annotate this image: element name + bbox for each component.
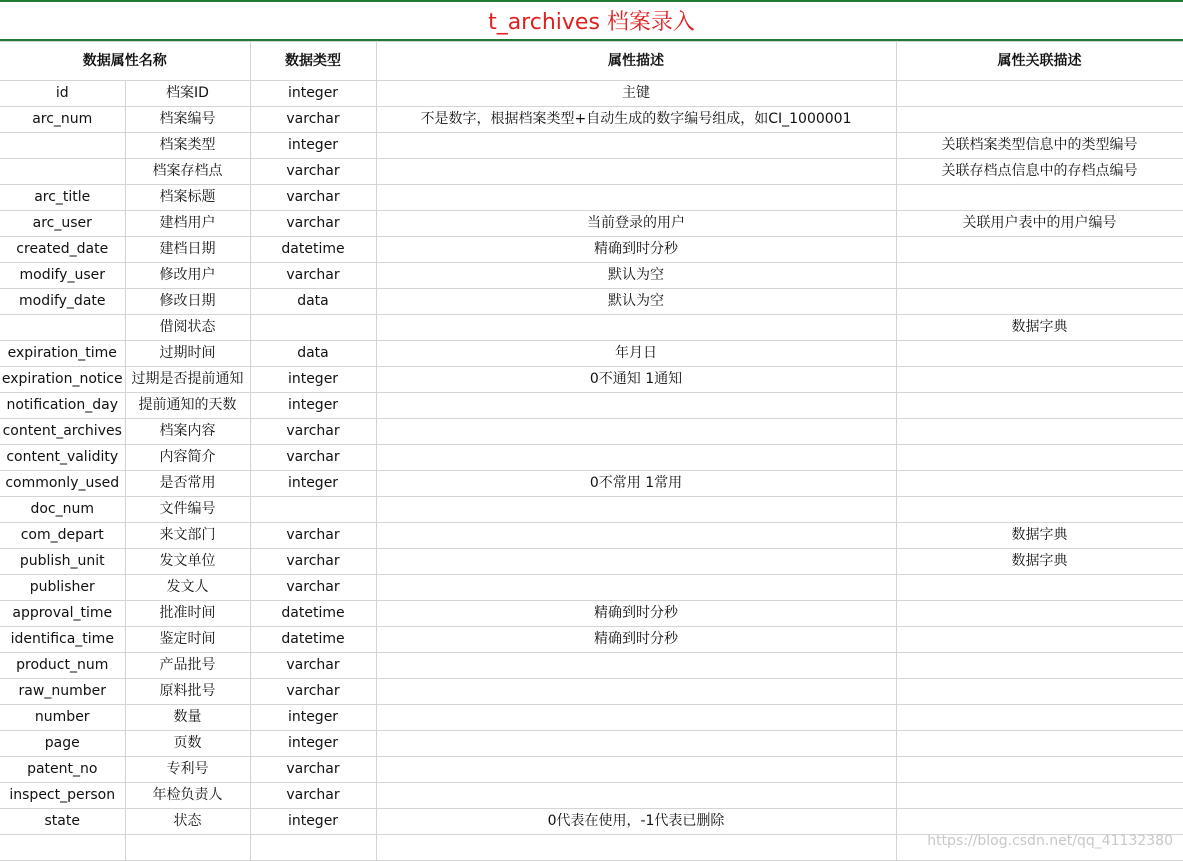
cell-type[interactable]: data	[250, 341, 376, 367]
cell-label[interactable]: 批准时间	[125, 601, 250, 627]
cell-field[interactable]: identifica_time	[0, 627, 125, 653]
table-row	[0, 497, 1183, 523]
cell-field[interactable]: arc_user	[0, 211, 125, 237]
cell-type[interactable]: integer	[250, 367, 376, 393]
cell-type[interactable]: integer	[250, 809, 376, 835]
table-row	[0, 679, 1183, 705]
cell-label[interactable]: 发文人	[125, 575, 250, 601]
cell-desc[interactable]	[376, 419, 896, 445]
cell-label[interactable]: 是否常用	[125, 471, 250, 497]
cell-label[interactable]: 产品批号	[125, 653, 250, 679]
table-row	[0, 523, 1183, 549]
table-row	[0, 133, 1183, 159]
cell-label[interactable]: 过期是否提前通知	[125, 367, 250, 393]
table-row	[0, 159, 1183, 185]
table-row	[0, 705, 1183, 731]
cell-rel[interactable]: 关联档案类型信息中的类型编号	[896, 133, 1183, 159]
cell-rel[interactable]: 数据字典	[896, 549, 1183, 575]
cell-label[interactable]: 文件编号	[125, 497, 250, 523]
cell-field[interactable]: expiration_time	[0, 341, 125, 367]
cell-field[interactable]	[0, 835, 125, 861]
cell-rel[interactable]	[896, 237, 1183, 263]
cell-desc[interactable]: 主键	[376, 81, 896, 107]
cell-field[interactable]	[0, 133, 125, 159]
cell-desc[interactable]: 0代表在使用，-1代表已删除	[376, 809, 896, 835]
cell-rel[interactable]	[896, 289, 1183, 315]
cell-desc[interactable]: 精确到时分秒	[376, 627, 896, 653]
header-row	[0, 42, 1183, 81]
cell-rel[interactable]	[896, 705, 1183, 731]
table-row	[0, 289, 1183, 315]
cell-desc[interactable]	[376, 757, 896, 783]
cell-rel[interactable]	[896, 783, 1183, 809]
cell-type[interactable]: integer	[250, 81, 376, 107]
cell-rel[interactable]	[896, 731, 1183, 757]
cell-rel[interactable]	[896, 679, 1183, 705]
cell-type[interactable]: datetime	[250, 601, 376, 627]
cell-type[interactable]: integer	[250, 705, 376, 731]
cell-rel[interactable]	[896, 471, 1183, 497]
cell-field[interactable]: arc_title	[0, 185, 125, 211]
cell-type[interactable]	[250, 835, 376, 861]
cell-desc[interactable]	[376, 575, 896, 601]
cell-rel[interactable]	[896, 107, 1183, 133]
cell-desc[interactable]	[376, 497, 896, 523]
watermark: https://blog.csdn.net/qq_41132380	[927, 833, 1173, 849]
table-row	[0, 653, 1183, 679]
cell-field[interactable]	[0, 315, 125, 341]
cell-label[interactable]: 修改日期	[125, 289, 250, 315]
cell-label[interactable]: 状态	[125, 809, 250, 835]
cell-field[interactable]: approval_time	[0, 601, 125, 627]
cell-rel[interactable]	[896, 627, 1183, 653]
cell-desc[interactable]	[376, 185, 896, 211]
cell-label[interactable]: 来文部门	[125, 523, 250, 549]
header-desc[interactable]: 属性描述	[376, 42, 896, 81]
cell-label[interactable]: 档案编号	[125, 107, 250, 133]
cell-type[interactable]: varchar	[250, 419, 376, 445]
cell-type[interactable]: varchar	[250, 185, 376, 211]
cell-rel[interactable]	[896, 653, 1183, 679]
cell-type[interactable]: data	[250, 289, 376, 315]
header-rel[interactable]: 属性关联描述	[896, 42, 1183, 81]
cell-desc[interactable]	[376, 393, 896, 419]
table-row	[0, 315, 1183, 341]
table-row	[0, 211, 1183, 237]
cell-rel[interactable]	[896, 185, 1183, 211]
cell-type[interactable]: varchar	[250, 679, 376, 705]
cell-field[interactable]: notification_day	[0, 393, 125, 419]
cell-type[interactable]: varchar	[250, 263, 376, 289]
cell-rel[interactable]	[896, 393, 1183, 419]
cell-desc[interactable]	[376, 835, 896, 861]
cell-label[interactable]: 提前通知的天数	[125, 393, 250, 419]
cell-label[interactable]: 鉴定时间	[125, 627, 250, 653]
cell-type[interactable]: datetime	[250, 627, 376, 653]
cell-field[interactable]: publish_unit	[0, 549, 125, 575]
cell-field[interactable]: state	[0, 809, 125, 835]
cell-field[interactable]: expiration_notice	[0, 367, 125, 393]
cell-rel[interactable]	[896, 81, 1183, 107]
table-row	[0, 185, 1183, 211]
cell-desc[interactable]	[376, 159, 896, 185]
cell-rel[interactable]	[896, 757, 1183, 783]
cell-desc[interactable]	[376, 133, 896, 159]
cell-desc[interactable]: 当前登录的用户	[376, 211, 896, 237]
cell-type[interactable]: integer	[250, 731, 376, 757]
table-row	[0, 549, 1183, 575]
cell-type[interactable]: integer	[250, 133, 376, 159]
cell-desc[interactable]	[376, 445, 896, 471]
cell-field[interactable]: arc_num	[0, 107, 125, 133]
table-row	[0, 809, 1183, 835]
table-row	[0, 419, 1183, 445]
cell-desc[interactable]	[376, 783, 896, 809]
cell-desc[interactable]: 精确到时分秒	[376, 237, 896, 263]
cell-rel[interactable]	[896, 497, 1183, 523]
table-row	[0, 81, 1183, 107]
cell-field[interactable]: page	[0, 731, 125, 757]
cell-label[interactable]: 专利号	[125, 757, 250, 783]
sheet-title: t_archives 档案录入	[0, 0, 1183, 41]
cell-label[interactable]: 建档日期	[125, 237, 250, 263]
cell-field[interactable]: doc_num	[0, 497, 125, 523]
cell-rel[interactable]	[896, 367, 1183, 393]
cell-field[interactable]	[0, 159, 125, 185]
cell-field[interactable]: product_num	[0, 653, 125, 679]
cell-desc[interactable]	[376, 523, 896, 549]
cell-field[interactable]: number	[0, 705, 125, 731]
cell-desc[interactable]	[376, 705, 896, 731]
cell-rel[interactable]: 关联存档点信息中的存档点编号	[896, 159, 1183, 185]
table-row	[0, 601, 1183, 627]
cell-label[interactable]: 档案内容	[125, 419, 250, 445]
cell-type[interactable]: varchar	[250, 445, 376, 471]
cell-type[interactable]: varchar	[250, 757, 376, 783]
cell-desc[interactable]: 年月日	[376, 341, 896, 367]
cell-field[interactable]: created_date	[0, 237, 125, 263]
cell-field[interactable]: com_depart	[0, 523, 125, 549]
cell-rel[interactable]	[896, 809, 1183, 835]
cell-desc[interactable]: 不是数字，根据档案类型+自动生成的数字编号组成，如CI_1000001	[376, 107, 896, 133]
cell-label[interactable]: 年检负责人	[125, 783, 250, 809]
table-row	[0, 627, 1183, 653]
cell-field[interactable]: modify_date	[0, 289, 125, 315]
cell-type[interactable]: integer	[250, 471, 376, 497]
cell-label[interactable]: 内容简介	[125, 445, 250, 471]
cell-type[interactable]: varchar	[250, 783, 376, 809]
table-row	[0, 107, 1183, 133]
table-row	[0, 731, 1183, 757]
cell-type[interactable]: varchar	[250, 159, 376, 185]
cell-rel[interactable]	[896, 601, 1183, 627]
cell-field[interactable]: id	[0, 81, 125, 107]
attribute-table	[0, 41, 1183, 861]
cell-label[interactable]: 数量	[125, 705, 250, 731]
cell-label[interactable]: 修改用户	[125, 263, 250, 289]
table-row	[0, 237, 1183, 263]
cell-type[interactable]	[250, 497, 376, 523]
cell-rel[interactable]	[896, 263, 1183, 289]
table-row	[0, 445, 1183, 471]
cell-desc[interactable]	[376, 653, 896, 679]
cell-type[interactable]	[250, 315, 376, 341]
cell-label[interactable]: 档案标题	[125, 185, 250, 211]
cell-type[interactable]: varchar	[250, 211, 376, 237]
cell-desc[interactable]: 默认为空	[376, 289, 896, 315]
cell-desc[interactable]: 0不通知 1通知	[376, 367, 896, 393]
cell-desc[interactable]: 精确到时分秒	[376, 601, 896, 627]
cell-label[interactable]	[125, 835, 250, 861]
table-row	[0, 471, 1183, 497]
cell-type[interactable]: integer	[250, 393, 376, 419]
cell-field[interactable]: inspect_person	[0, 783, 125, 809]
cell-rel[interactable]	[896, 445, 1183, 471]
cell-label[interactable]: 档案存档点	[125, 159, 250, 185]
table-row	[0, 757, 1183, 783]
cell-type[interactable]: varchar	[250, 523, 376, 549]
header-type[interactable]: 数据类型	[250, 42, 376, 81]
cell-field[interactable]: modify_user	[0, 263, 125, 289]
cell-type[interactable]: varchar	[250, 107, 376, 133]
header-name[interactable]: 数据属性名称	[0, 42, 250, 81]
cell-label[interactable]: 页数	[125, 731, 250, 757]
cell-label[interactable]: 档案类型	[125, 133, 250, 159]
cell-desc[interactable]	[376, 315, 896, 341]
cell-field[interactable]: publisher	[0, 575, 125, 601]
cell-label[interactable]: 建档用户	[125, 211, 250, 237]
cell-field[interactable]: patent_no	[0, 757, 125, 783]
cell-label[interactable]: 档案ID	[125, 81, 250, 107]
cell-field[interactable]: content_validity	[0, 445, 125, 471]
cell-rel[interactable]: 数据字典	[896, 315, 1183, 341]
cell-field[interactable]: content_archives	[0, 419, 125, 445]
cell-rel[interactable]	[896, 575, 1183, 601]
table-row	[0, 575, 1183, 601]
cell-label[interactable]: 发文单位	[125, 549, 250, 575]
table-row	[0, 367, 1183, 393]
cell-label[interactable]: 过期时间	[125, 341, 250, 367]
cell-desc[interactable]	[376, 549, 896, 575]
cell-rel[interactable]: 关联用户表中的用户编号	[896, 211, 1183, 237]
table-row	[0, 393, 1183, 419]
cell-desc[interactable]: 默认为空	[376, 263, 896, 289]
cell-rel[interactable]	[896, 341, 1183, 367]
cell-rel[interactable]	[896, 419, 1183, 445]
cell-rel[interactable]: 数据字典	[896, 523, 1183, 549]
cell-type[interactable]: datetime	[250, 237, 376, 263]
table-row	[0, 783, 1183, 809]
cell-field[interactable]: commonly_used	[0, 471, 125, 497]
cell-type[interactable]: varchar	[250, 653, 376, 679]
table-row	[0, 341, 1183, 367]
cell-field[interactable]: raw_number	[0, 679, 125, 705]
cell-type[interactable]: varchar	[250, 575, 376, 601]
cell-label[interactable]: 借阅状态	[125, 315, 250, 341]
table-row	[0, 263, 1183, 289]
cell-desc[interactable]	[376, 731, 896, 757]
cell-desc[interactable]	[376, 679, 896, 705]
cell-label[interactable]: 原料批号	[125, 679, 250, 705]
cell-desc[interactable]: 0不常用 1常用	[376, 471, 896, 497]
cell-type[interactable]: varchar	[250, 549, 376, 575]
